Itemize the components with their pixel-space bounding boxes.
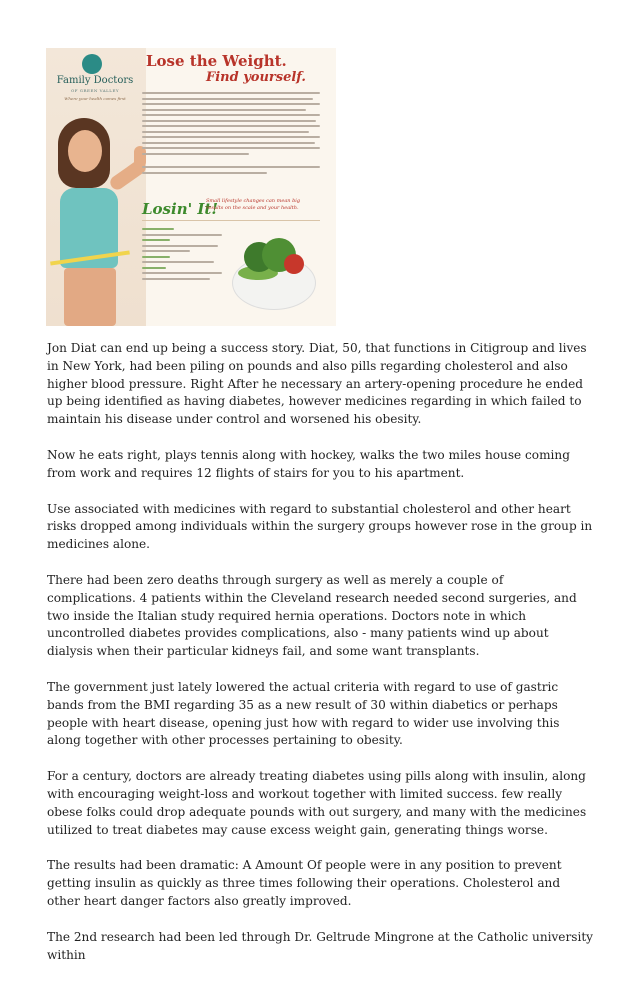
article-paragraph: There had been zero deaths through surgery as well as merely a couple of complications. 4 patients within the Cleveland research needed second surgeries, and two inside the Italian study required hernia operations. Doctors note in which uncontrolled diabetes provides complications, also - many patients wind up about dialysis when their particular kidneys fail, and some want transplants. <box>47 572 577 659</box>
article-paragraph: For a century, doctors are already treating diabetes using pills along with insulin, along with encouraging weight-loss and workout together with limited success. few really obese folks could drop adequate pounds with out surgery, and many with the medicines utilized to treat diabetes may cause excess weight gain, generating things worse. <box>47 769 587 837</box>
vegetables-plate-image <box>232 236 314 308</box>
flyer-headline-2: Find yourself. <box>206 70 306 85</box>
family-doctors-logo-icon <box>82 54 102 74</box>
woman-photo <box>46 48 146 326</box>
tomato-icon <box>284 254 304 274</box>
flyer-divider <box>142 220 320 221</box>
article-paragraph: Jon Diat can end up being a success story. Diat, 50, that functions in Citigroup and lives in New York, had been piling on pounds and also pills regarding cholesterol and also higher blood pressure. Right After he necessary an artery-opening procedure he ended up being identified as having diabetes, however medicines regarding in which failed to maintain his disease under control and worsened his obesity. <box>47 341 587 427</box>
logo-name: Family Doctors <box>56 75 134 86</box>
flyer-section-title: Losin' It! <box>142 200 218 218</box>
article-body <box>47 340 595 982</box>
flyer-headline-1: Lose the Weight. <box>146 52 287 70</box>
article-paragraph: Now he eats right, plays tennis along with hockey, walks the two miles house coming from work and requires 12 flights of stairs for you to his apartment. <box>47 447 570 480</box>
logo-tagline: Where your health comes first <box>64 96 126 101</box>
logo-subtitle: OF GREEN VALLEY <box>70 88 120 93</box>
flyer-section-subtitle: Small lifestyle changes can mean big results on the scale and your health. <box>206 198 301 211</box>
flyer-body-text <box>142 92 320 177</box>
article-paragraph: Use associated with medicines with regard to substantial cholesterol and other heart risks dropped among individuals within the surgery groups however rose in the group in medicines alone. <box>47 501 593 552</box>
flyer-image <box>46 48 336 326</box>
woman-face <box>68 130 102 172</box>
woman-legs <box>64 268 116 326</box>
article-paragraph: The results had been dramatic: A Amount Of people were in any position to prevent getting insulin as quickly as three times following their operations. Cholesterol and other heart danger factors also greatly improved. <box>47 858 562 908</box>
article-paragraph: The government just lately lowered the actual criteria with regard to use of gastric bands from the BMI regarding 35 as a new result of 30 within diabetics or perhaps people with heart disease, opening just how with regard to wider use involving this along together with other processes pertaining to obesity. <box>47 679 560 748</box>
flyer-tips-list <box>142 228 222 283</box>
article-paragraph: The 2nd research had been led through Dr. Geltrude Mingrone at the Catholic university within <box>47 929 594 962</box>
